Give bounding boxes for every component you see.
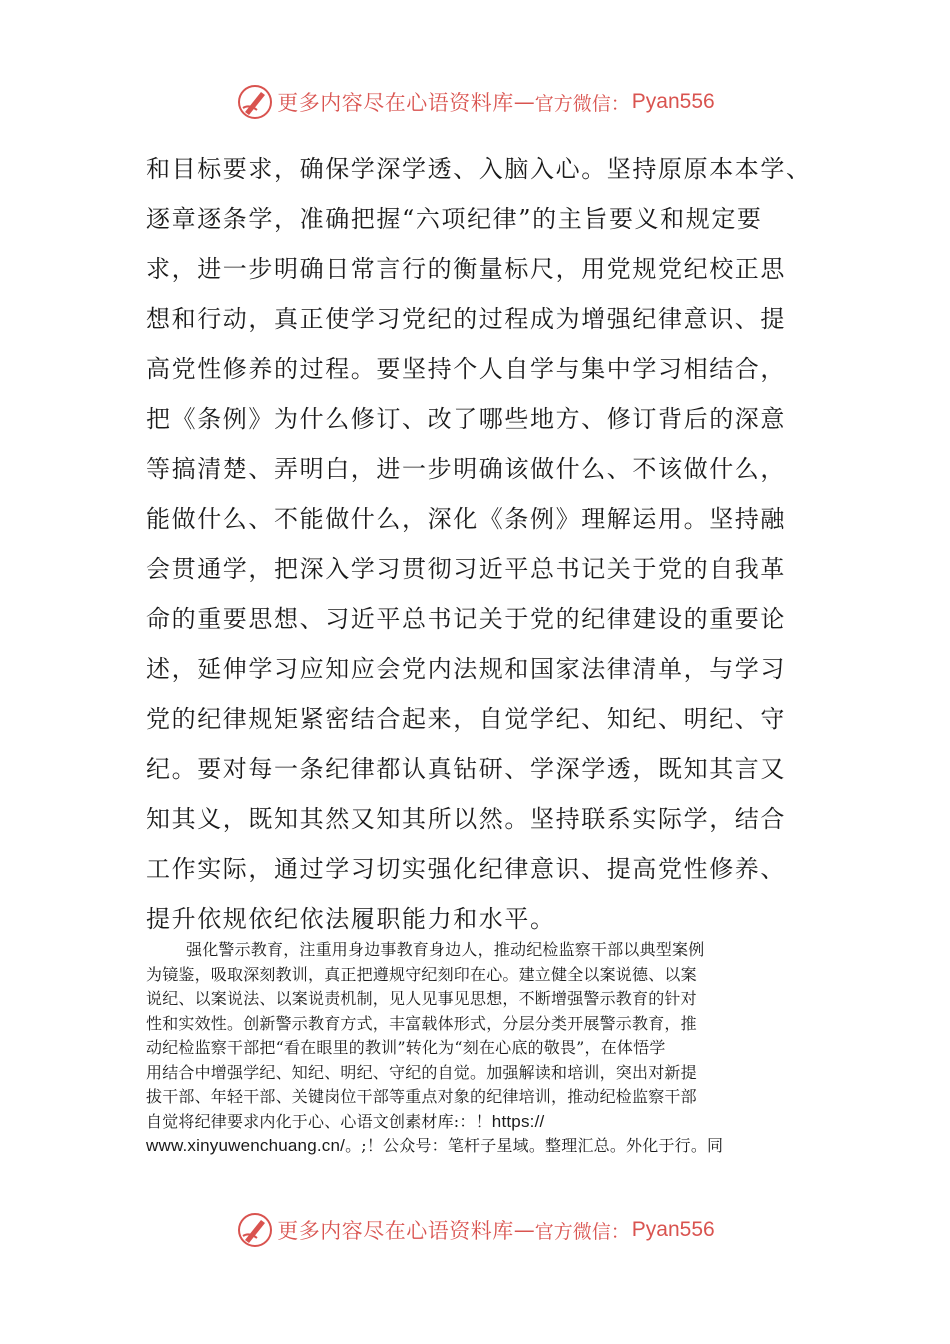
banner-wechat-label: 官方微信： — [534, 1220, 630, 1243]
text-line: 和目标要求，确保学深学透、入脑入心。坚持原原本本学、 — [146, 155, 812, 183]
text-line: 强化警示教育，注重用身边事教育身边人，推动纪检监察干部以典型案例 — [186, 940, 705, 959]
secondary-paragraph — [146, 938, 806, 1159]
text-line: 能做什么、不能做什么，深化《条例》理解运用。坚持融 — [146, 505, 786, 533]
banner-separator: — — [513, 1218, 535, 1242]
text-line: 纪。要对每一条纪律都认真钻研、学深学透，既知其言又 — [146, 755, 786, 783]
text-line: 会贯通学，把深入学习贯彻习近平总书记关于党的自我革 — [146, 555, 786, 583]
banner-wechat-id: Pyan556 — [631, 90, 715, 113]
text-line — [146, 1110, 806, 1135]
watermark-banner-bottom — [0, 1208, 950, 1252]
text-line: 述，延伸学习应知应会党内法规和国家法律清单，与学习 — [146, 655, 786, 683]
text-segment: 自觉将纪律要求内化于心、心语文创素材库:：！ — [146, 1111, 492, 1131]
text-line: 为镜鉴，吸取深刻教训，真正把遵规守纪刻印在心。建立健全以案说德、以案 — [146, 964, 697, 984]
watermark-banner-top — [0, 80, 950, 124]
text-line: 工作实际，通过学习切实强化纪律意识、提高党性修养、 — [146, 855, 786, 883]
text-line: 命的重要思想、习近平总书记关于党的纪律建设的重要论 — [146, 605, 786, 633]
text-segment: 。;！公众号：笔杆子星域。整理汇总。外化于行。同 — [345, 1136, 724, 1155]
main-paragraph — [146, 144, 812, 944]
text-line: 想和行动，真正使学习党纪的过程成为增强纪律意识、提 — [146, 305, 786, 333]
pen-logo-icon — [235, 82, 275, 122]
text-line — [146, 1134, 806, 1159]
text-line: 用结合中增强学纪、知纪、明纪、守纪的自觉。加强解读和培训，突出对新提 — [146, 1062, 697, 1082]
banner-separator: — — [513, 90, 535, 114]
text-line: 高党性修养的过程。要坚持个人自学与集中学习相结合， — [146, 355, 786, 383]
text-line: 性和实效性。创新警示教育方式，丰富载体形式，分层分类开展警示教育，推 — [146, 1013, 697, 1033]
text-line: 把《条例》为什么修订、改了哪些地方、修订背后的深意 — [146, 405, 786, 433]
text-line: 拔干部、年轻干部、关键岗位干部等重点对象的纪律培训，推动纪检监察干部 — [146, 1087, 697, 1106]
text-line: 说纪、以案说法、以案说责机制，见人见事见思想，不断增强警示教育的针对 — [146, 989, 697, 1008]
text-line: 动纪检监察干部把“看在眼里的教训”转化为“刻在心底的敬畏”，在体悟学 — [146, 1038, 666, 1057]
text-line: 求，进一步明确日常言行的衡量标尺，用党规党纪校正思 — [146, 255, 786, 283]
text-line: 逐章逐条学，准确把握“六项纪律”的主旨要义和规定要 — [146, 205, 763, 233]
pen-logo-icon — [235, 1210, 275, 1250]
banner-text: 更多内容尽在心语资料库 — [277, 91, 514, 115]
text-line: 提升依规依纪依法履职能力和水平。 — [146, 905, 556, 933]
text-line: 党的纪律规矩紧密结合起来，自觉学纪、知纪、明纪、守 — [146, 705, 786, 733]
banner-wechat-id: Pyan556 — [631, 1218, 715, 1241]
url-part: https:// — [491, 1111, 545, 1131]
text-line: 知其义，既知其然又知其所以然。坚持联系实际学，结合 — [146, 805, 786, 833]
banner-wechat-label: 官方微信： — [534, 92, 630, 115]
banner-text: 更多内容尽在心语资料库 — [277, 1219, 514, 1243]
text-line: 等搞清楚、弄明白，进一步明确该做什么、不该做什么， — [146, 455, 786, 483]
url-link[interactable]: www.xinyuwenchuang.cn/ — [146, 1136, 346, 1155]
